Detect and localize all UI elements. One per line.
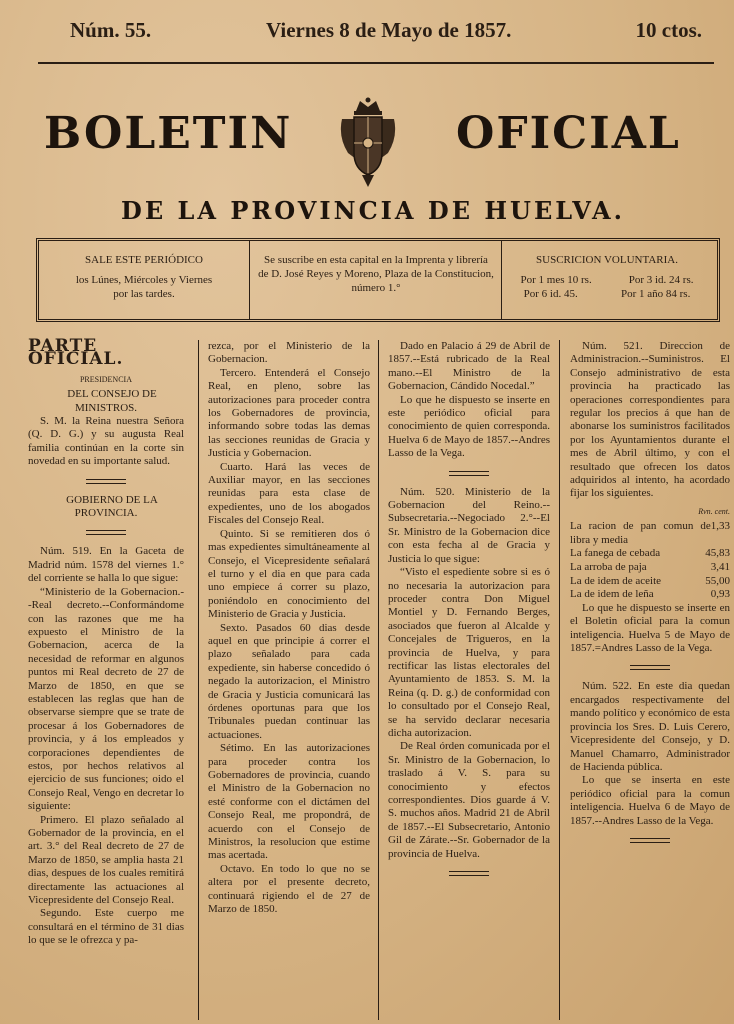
paragraph: Cuarto. Hará las veces de Auxiliar mayor, en las secciones reunidas para esta clase de expedientes, uno de los abogados Fiscales del Consejo Real. — [208, 460, 370, 527]
separator — [449, 871, 489, 876]
paragraph: Lo que he dispuesto se inserte en este periódico oficial para conocimiento de quien corresponda. Huelva 6 de Mayo de 1857.--Andres Lasso de la Vega. — [388, 393, 550, 460]
province-subtitle: DE LA PROVINCIA DE HUELVA. — [121, 196, 625, 225]
paragraph: Núm. 519. En la Gaceta de Madrid núm. 1578 del viernes 1.° del corriente se halla lo que sigue: — [28, 545, 184, 585]
price-list-item — [570, 588, 730, 602]
masthead-header — [30, 18, 704, 48]
column-1 — [28, 336, 184, 948]
voluntary-subscription-title: SUSCRICION VOLUNTARIA. — [536, 254, 678, 266]
price-unit-header: Rvn. cent. — [698, 506, 730, 516]
price-item-label: La arroba de paja — [570, 561, 647, 574]
province-government-heading: GOBIERNO DE LA PROVINCIA. — [66, 493, 158, 520]
price-item-value: 3,41 — [710, 561, 730, 574]
title-right: OFICIAL — [456, 108, 681, 159]
price-item-value: 0,93 — [710, 588, 730, 601]
title-left: BOLETIN — [44, 108, 293, 159]
issue-number: Núm. 55. — [70, 18, 152, 42]
price-item-value: 55,00 — [705, 574, 730, 587]
separator — [449, 471, 489, 476]
price-item-label: La de idem de leña — [570, 588, 654, 601]
separator — [86, 530, 126, 535]
publication-schedule — [39, 241, 249, 319]
price-item-label: La de idem de aceite — [570, 574, 662, 587]
paragraph: Tercero. Entenderá el Consejo Real, en pleno, sobre las autorizaciones para proceder contra los Gobernadores de provincia, informando sobre todas las demas las secciones reunidas de Gracia y Justicia y Gobernacion. — [208, 366, 370, 460]
paragraph: Dado en Palacio á 29 de Abril de 1857.--Está rubricado de la Real mano.--El Ministro de la Gobernacion, Cándido Nocedal.” — [388, 340, 550, 393]
price-list-item — [570, 547, 730, 561]
issue-date: Viernes 8 de Mayo de 1857. — [266, 18, 512, 42]
separator — [86, 479, 126, 484]
price-cell: Por 1 año 84 rs. — [620, 288, 691, 300]
paragraph: rezca, por el Ministerio de la Gobernacion. — [208, 340, 370, 366]
subscription-place-text: Se suscribe en esta capital en la Imprenta y librería de D. José Reyes y Moreno, Plaza de la Constitucion, número 1.° — [258, 254, 494, 294]
paragraph: Quinto. Si se remitieren dos ó mas expedientes simultáneamente al Consejo, el Vicepresidente señalará el turno y el dia en que para cada uno empiece á correr su plazo, poniéndolo en conocimiento del Ministerio de Gracia y Justicia. — [208, 527, 370, 621]
column-divider — [559, 340, 560, 1020]
price-item-value: 45,83 — [705, 547, 730, 560]
schedule-text: los Lúnes, Miércoles y Viernes por las tardes. — [75, 274, 213, 300]
presidency-heading: PRESIDENCIA — [79, 374, 132, 384]
column-4 — [570, 340, 730, 853]
paragraph: Sexto. Pasados 60 dias desde aquel en que principie á correr el plazo señalado para cada expediente, sin haberse concedido ó negado la autorizacion, el Ministro de Gracia y Justicia comunicará las órdenes oportunas para que los Tribunales puedan continuar las actuaciones. — [208, 621, 370, 741]
price-list — [570, 520, 730, 602]
header-rule — [38, 62, 714, 64]
price-list-item — [570, 561, 730, 575]
paragraph: Sétimo. En las autorizaciones para proceder contra los Gobernadores de provincia, cuando el Ministro de la Gobernacion no esté conforme con el dictámen del Consejo Real, me propondrá, de acuerdo con el Consejo de Ministros, la resolucion que estime mas acertada. — [208, 742, 370, 862]
price-item-value: 1,33 — [710, 520, 730, 533]
paragraph: “Visto el espediente sobre si es ó no necesaria la autorizacion para proceder contra Don Miguel Montiel y D. Fernando Berges, asociados que fueron al Alcalde y Concejales de Trigueros, en la provincia de Huelva, y para rectificar las listas electorales del Ayuntamiento de 1853. S. M. la Reina (q. D. g.) de conformidad con lo consultado por el Consejo Real, se ha servido declarar necesaria dicha autorizacion. — [388, 566, 550, 739]
subscription-prices — [501, 241, 712, 319]
price-item-label: La fanega de cebada — [570, 547, 661, 560]
paragraph: De Real órden comunicada por el Sr. Ministro de la Gobernacion, lo traslado á V. S. para su conocimiento y efectos correspondientes. Dios guarde á V. S. muchos años. Madrid 21 de Abril de 1857.--El Subsecretario, Antonio Gil de Zárate.--Sr. Gobernador de la provincia de Huelva. — [388, 740, 550, 860]
column-2 — [208, 340, 370, 916]
price-item-label: La racion de pan comun de libra y media — [570, 520, 711, 546]
paragraph: Octavo. En todo lo que no se altera por el presente decreto, continuará rigiendo el de 27 de Marzo de 1850. — [208, 862, 370, 916]
price-row — [502, 273, 712, 287]
paragraph: Lo que he dispuesto se inserte en el Boletin oficial para la comun inteligencia. Huelva 5 de Mayo de 1857.=Andres Lasso de la Vega. — [570, 601, 730, 655]
body-columns — [28, 336, 730, 1020]
column-divider — [378, 340, 379, 1020]
paragraph: Núm. 522. En este dia quedan encargados respectivamente del mando político y económico de esta provincia los Sres. D. Luis Cerero, Vicepresidente del Consejo, y D. Manuel Chamarro, Administrador de Hacienda pública. — [570, 680, 730, 773]
price-row — [502, 287, 712, 301]
column-divider — [198, 340, 199, 1020]
schedule-title: SALE ESTE PERIÓDICO — [85, 254, 203, 266]
council-heading: DEL CONSEJO DE MINISTROS. — [67, 388, 157, 414]
price-list-item — [570, 575, 730, 589]
issue-price: 10 ctos. — [635, 18, 702, 42]
paragraph: Núm. 521. Direccion de Administracion.--Suministros. El Consejo administrativo de esta provincia ha practicado las operaciones correspondientes para regular los precios á que han de abonarse los suministros facilitados por los Ayuntamientos durante el mes de Abril último, y con el resultado que ofrecen los datos adquiridos al intento, ha acordado fijar los siguientes. — [570, 340, 730, 500]
price-cell: Por 3 id. 24 rs. — [628, 274, 694, 286]
paragraph: “Ministerio de la Gobernacion.--Real decreto.--Conformándome con las razones que me ha expuesto el Ministro de la Gobernacion, acerca de la necesidad de reformar en algunos puntos mi Real decreto de 27 de Marzo de 1850, en que se establecen las reglas que han de observarse siempre que se trate de procesar á los Gobernadores de provincia, y á los empleados y corporaciones dependientes de estos, por hechos relativos al ejercicio de sus funciones; oido el Consejo Real, Vengo en decretar lo siguiente: — [28, 585, 184, 813]
paragraph: Segundo. Este cuerpo me consultará en el término de 31 dias lo que se le ofrezca y pa- — [28, 907, 184, 947]
separator — [630, 838, 670, 843]
column-3 — [388, 340, 550, 886]
section-title: PARTE OFICIAL. — [28, 336, 124, 370]
royal-coat-of-arms-icon — [336, 97, 400, 189]
subscription-place — [249, 241, 502, 319]
paragraph: S. M. la Reina nuestra Señora (Q. D. G.) y su augusta Real familia continúan en la corte sin novedad en su importante salud. — [28, 415, 184, 468]
price-list-item — [570, 520, 730, 547]
price-cell: Por 1 mes 10 rs. — [520, 274, 592, 286]
separator — [630, 665, 670, 670]
price-cell: Por 6 id. 45. — [523, 288, 578, 300]
paragraph: Primero. El plazo señalado al Gobernador de la provincia, en el art. 3.° del Real decreto de 27 de Marzo de 1850, se amplia hasta 21 dias, despues de los cuales remitirá directamente las actuaciones al Vicepresidente del Consejo Real. — [28, 813, 184, 907]
paragraph: Lo que se inserta en este periódico oficial para la comun inteligencia. Huelva 6 de Mayo de 1857.--Andres Lasso de la Vega. — [570, 774, 730, 827]
subscription-box — [36, 238, 720, 322]
paragraph: Núm. 520. Ministerio de la Gobernacion del Reino.--Subsecretaria.--Negociado 2.°--El Sr. Ministro de la Gobernacion dice con esta fecha al de Gracia y Justicia lo que sigue: — [388, 485, 550, 565]
